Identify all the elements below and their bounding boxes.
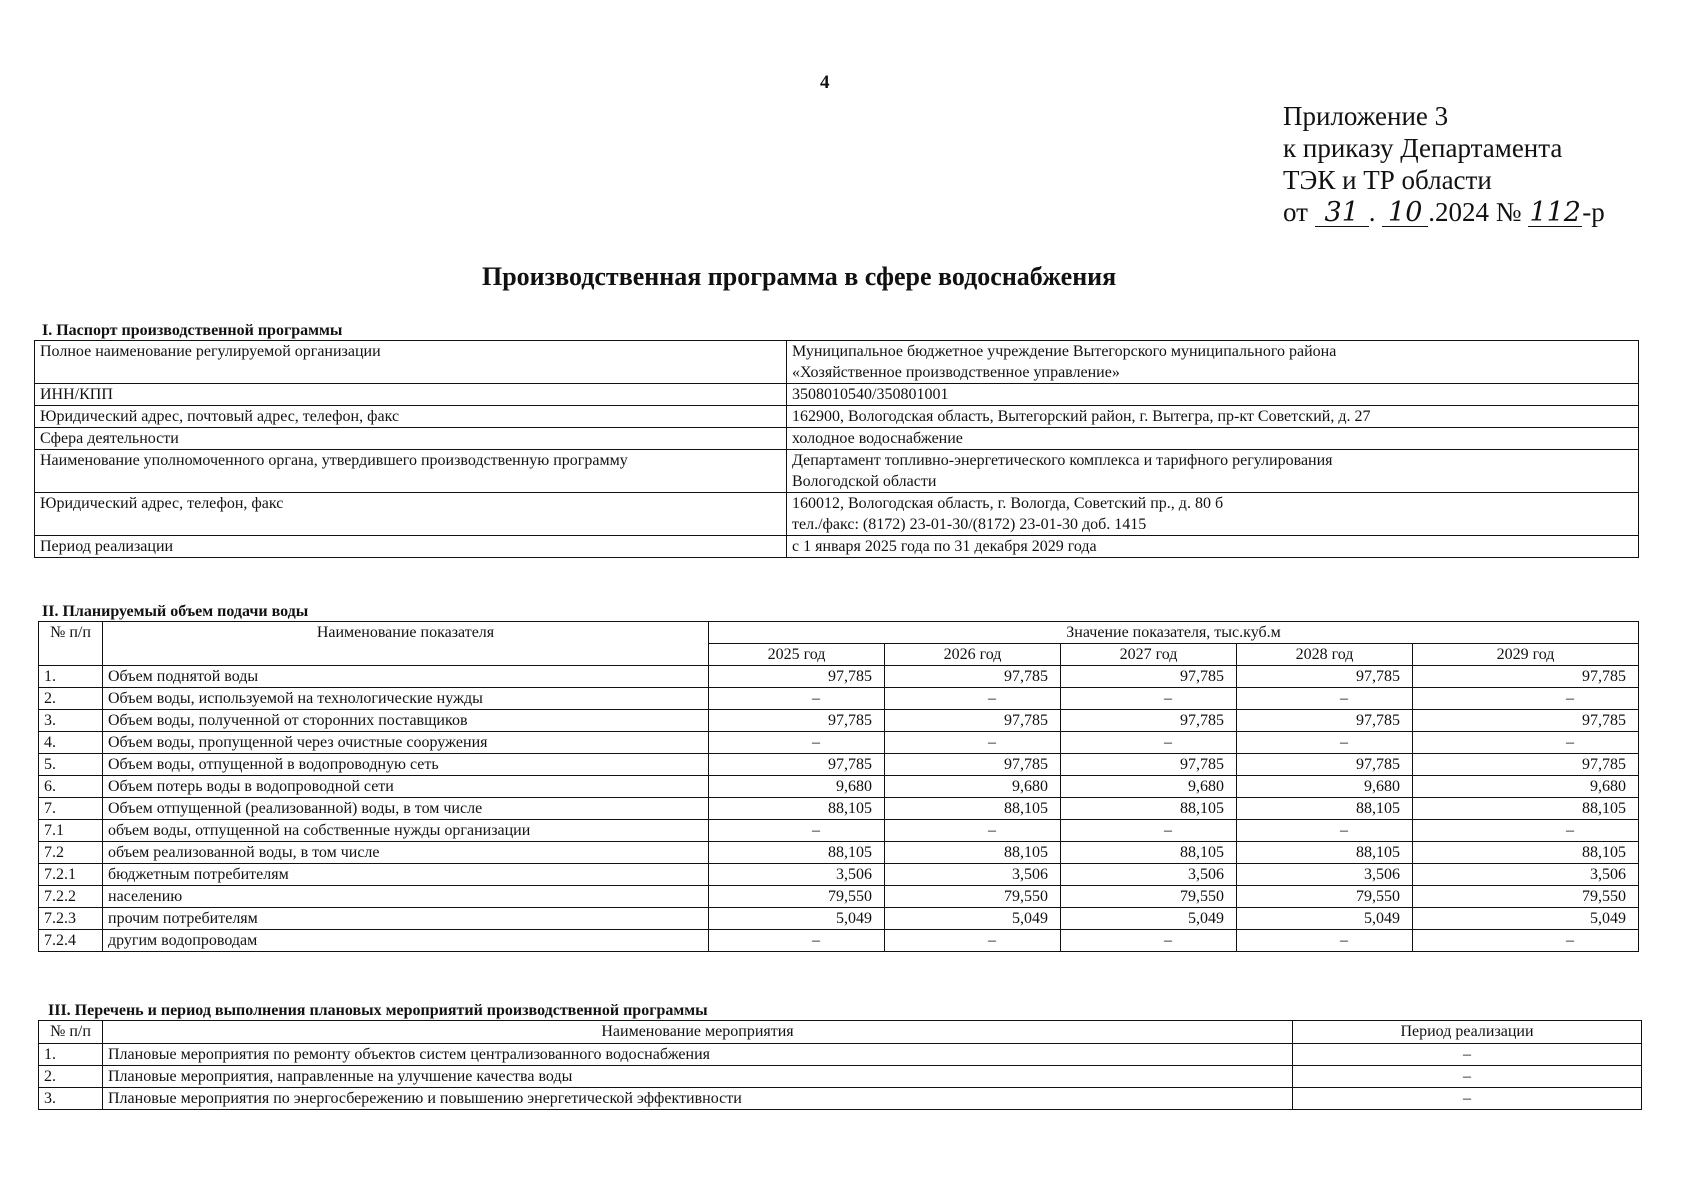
indicator-value: 3,506: [885, 864, 1061, 886]
col-header-year: 2027 год: [1061, 644, 1237, 666]
indicator-value: –: [885, 820, 1061, 842]
indicator-name: Объем воды, используемой на технологические нужды: [103, 688, 709, 710]
measure-name: Плановые мероприятия, направленные на улучшение качества воды: [103, 1066, 1293, 1088]
measure-period: –: [1293, 1044, 1642, 1066]
passport-label: Сфера деятельности: [35, 428, 787, 450]
table-row: [39, 1044, 1642, 1066]
section3-heading: III. Перечень и период выполнения плановых мероприятий производственной программы: [48, 1002, 708, 1019]
indicator-name: объем реализованной воды, в том числе: [103, 842, 709, 864]
row-number: 7.2.3: [39, 908, 103, 930]
passport-label: Юридический адрес, почтовый адрес, телефон, факс: [35, 406, 787, 428]
indicator-value: 5,049: [1413, 908, 1639, 930]
indicator-value: –: [1413, 930, 1639, 952]
indicator-value: –: [1237, 732, 1413, 754]
col-header-indicator: Наименование показателя: [103, 622, 709, 666]
col-header-year: 2029 год: [1413, 644, 1639, 666]
handwritten-day: 31: [1315, 200, 1369, 227]
indicator-value: 9,680: [885, 776, 1061, 798]
indicator-value: 3,506: [1237, 864, 1413, 886]
indicator-value: –: [1061, 688, 1237, 710]
measures-col-header-name: Наименование мероприятия: [103, 1021, 1293, 1044]
row-number: 3.: [39, 710, 103, 732]
indicator-name: Объем воды, пропущенной через очистные сооружения: [103, 732, 709, 754]
passport-label: Юридический адрес, телефон, факс: [35, 493, 787, 536]
row-number: 4.: [39, 732, 103, 754]
indicator-value: 5,049: [709, 908, 885, 930]
indicator-value: 88,105: [1413, 842, 1639, 864]
indicator-value: 3,506: [1413, 864, 1639, 886]
indicator-value: 9,680: [709, 776, 885, 798]
indicator-value: –: [1061, 732, 1237, 754]
indicator-value: –: [1413, 820, 1639, 842]
indicator-value: 79,550: [1413, 886, 1639, 908]
passport-value-line: с 1 января 2025 года по 31 декабря 2029 года: [792, 538, 1097, 555]
table-row: [39, 732, 1639, 754]
appendix-department: ТЭК и ТР области: [1283, 165, 1492, 195]
passport-row: [35, 428, 1639, 450]
indicator-value: –: [709, 688, 885, 710]
passport-value-line: 162900, Вологодская область, Вытегорский район, г. Вытегра, пр-кт Советский, д. 27: [792, 408, 1371, 425]
table-row: [39, 908, 1639, 930]
indicator-value: 97,785: [885, 754, 1061, 776]
indicator-value: –: [1237, 688, 1413, 710]
table-row: [39, 776, 1639, 798]
passport-table: [34, 340, 1639, 558]
passport-value-line: «Хозяйственное производственное управление»: [792, 364, 1120, 381]
page-number: 4: [820, 72, 830, 93]
measure-period: –: [1293, 1088, 1642, 1110]
indicator-value: –: [1061, 820, 1237, 842]
passport-row: [35, 493, 1639, 536]
indicator-value: 97,785: [709, 710, 885, 732]
passport-value: [787, 384, 1639, 406]
row-number: 7.2.1: [39, 864, 103, 886]
measures-col-header-period: Период реализации: [1293, 1021, 1642, 1044]
indicator-value: 97,785: [1061, 710, 1237, 732]
passport-value: [787, 341, 1639, 384]
indicator-value: –: [1237, 930, 1413, 952]
indicator-value: 5,049: [1237, 908, 1413, 930]
indicator-value: 97,785: [709, 754, 885, 776]
table-row: [39, 842, 1639, 864]
passport-value-line: 3508010540/350801001: [792, 386, 949, 403]
passport-value-line: Департамент топливно-энергетического комплекса и тарифного регулирования: [792, 452, 1333, 469]
col-header-year: 2028 год: [1237, 644, 1413, 666]
table-row: [39, 1066, 1642, 1088]
measure-name: Плановые мероприятия по ремонту объектов систем централизованного водоснабжения: [103, 1044, 1293, 1066]
indicator-value: –: [709, 930, 885, 952]
indicator-value: –: [1237, 820, 1413, 842]
passport-label: Период реализации: [35, 536, 787, 558]
passport-value: [787, 428, 1639, 450]
indicator-value: 97,785: [1061, 754, 1237, 776]
passport-value-line: Вологодской области: [792, 473, 937, 490]
passport-label: Наименование уполномоченного органа, утвердившего производственную программу: [35, 450, 787, 493]
row-number: 7.2: [39, 842, 103, 864]
measure-number: 1.: [39, 1044, 103, 1066]
passport-label: ИНН/КПП: [35, 384, 787, 406]
indicator-value: –: [885, 732, 1061, 754]
indicator-value: 97,785: [1061, 666, 1237, 688]
row-number: 5.: [39, 754, 103, 776]
indicator-value: –: [709, 820, 885, 842]
indicator-value: 97,785: [1237, 754, 1413, 776]
indicator-value: –: [1061, 930, 1237, 952]
measures-col-header-number: № п/п: [39, 1021, 103, 1044]
indicator-name: Объем воды, отпущенной в водопроводную сеть: [103, 754, 709, 776]
passport-row: [35, 450, 1639, 493]
indicator-value: 3,506: [1061, 864, 1237, 886]
document-title: Производственная программа в сфере водоснабжения: [482, 262, 1117, 291]
year-and-number-label: .2024 №: [1428, 197, 1522, 227]
passport-label: Полное наименование регулируемой организации: [35, 341, 787, 384]
appendix-date-line: [1283, 196, 1605, 228]
table-row: [39, 1088, 1642, 1110]
indicator-value: –: [709, 732, 885, 754]
table-row: [39, 864, 1639, 886]
indicator-value: 79,550: [1237, 886, 1413, 908]
col-header-year: 2026 год: [885, 644, 1061, 666]
table-row: [39, 710, 1639, 732]
passport-value: [787, 536, 1639, 558]
appendix-block: [1283, 100, 1605, 228]
indicator-value: 88,105: [709, 842, 885, 864]
row-number: 7.2.4: [39, 930, 103, 952]
indicator-value: 88,105: [1061, 798, 1237, 820]
measure-name: Плановые мероприятия по энергосбережению и повышению энергетической эффективности: [103, 1088, 1293, 1110]
col-header-value-group: Значение показателя, тыс.куб.м: [709, 622, 1639, 644]
row-number: 7.2.2: [39, 886, 103, 908]
indicator-value: 97,785: [1413, 710, 1639, 732]
measure-period: –: [1293, 1066, 1642, 1088]
passport-value: [787, 406, 1639, 428]
row-number: 6.: [39, 776, 103, 798]
indicator-value: 3,506: [709, 864, 885, 886]
indicator-value: 88,105: [885, 798, 1061, 820]
indicator-name: объем воды, отпущенной на собственные нужды организации: [103, 820, 709, 842]
table-row: [39, 930, 1639, 952]
measure-number: 2.: [39, 1066, 103, 1088]
indicator-value: 88,105: [709, 798, 885, 820]
passport-value-line: тел./факс: (8172) 23-01-30/(8172) 23-01-30 доб. 1415: [792, 516, 1147, 533]
section1-heading: I. Паспорт производственной программы: [42, 322, 343, 339]
passport-row: [35, 384, 1639, 406]
indicator-value: –: [885, 688, 1061, 710]
passport-value: [787, 493, 1639, 536]
appendix-title: Приложение 3: [1283, 101, 1449, 131]
measures-table: [38, 1020, 1642, 1110]
table-row: [39, 798, 1639, 820]
order-suffix: -р: [1582, 197, 1605, 227]
indicator-name: Объем потерь воды в водопроводной сети: [103, 776, 709, 798]
passport-value-line: Муниципальное бюджетное учреждение Вытегорского муниципального района: [792, 343, 1337, 360]
passport-value-line: холодное водоснабжение: [792, 430, 963, 447]
indicator-value: 97,785: [885, 666, 1061, 688]
date-separator: .: [1368, 197, 1376, 227]
indicator-value: 5,049: [1061, 908, 1237, 930]
indicator-value: 97,785: [1413, 666, 1639, 688]
indicator-value: 88,105: [885, 842, 1061, 864]
table-row: [39, 666, 1639, 688]
measure-number: 3.: [39, 1088, 103, 1110]
indicator-value: 88,105: [1061, 842, 1237, 864]
indicator-value: –: [1413, 688, 1639, 710]
table-row: [39, 886, 1639, 908]
indicator-value: 97,785: [1237, 666, 1413, 688]
indicator-value: 9,680: [1237, 776, 1413, 798]
row-number: 7.1: [39, 820, 103, 842]
col-header-year: 2025 год: [709, 644, 885, 666]
handwritten-order-number: 112: [1529, 197, 1581, 228]
indicator-value: 79,550: [709, 886, 885, 908]
passport-row: [35, 536, 1639, 558]
indicator-value: 88,105: [1413, 798, 1639, 820]
row-number: 1.: [39, 666, 103, 688]
indicator-value: 9,680: [1061, 776, 1237, 798]
indicator-value: 79,550: [885, 886, 1061, 908]
indicator-value: –: [1413, 732, 1639, 754]
indicator-name: другим водопроводам: [103, 930, 709, 952]
indicator-value: 9,680: [1413, 776, 1639, 798]
passport-row: [35, 341, 1639, 384]
table-row: [39, 754, 1639, 776]
row-number: 7.: [39, 798, 103, 820]
date-prefix: от: [1283, 197, 1308, 227]
indicator-value: 79,550: [1061, 886, 1237, 908]
passport-row: [35, 406, 1639, 428]
indicator-value: 88,105: [1237, 842, 1413, 864]
indicator-value: 88,105: [1237, 798, 1413, 820]
indicator-value: 5,049: [885, 908, 1061, 930]
indicator-value: 97,785: [1237, 710, 1413, 732]
table-row: [39, 688, 1639, 710]
indicator-name: населению: [103, 886, 709, 908]
indicator-name: Объем поднятой воды: [103, 666, 709, 688]
indicator-value: 97,785: [885, 710, 1061, 732]
col-header-number: № п/п: [39, 622, 103, 666]
indicator-value: 97,785: [1413, 754, 1639, 776]
indicator-name: Объем отпущенной (реализованной) воды, в том числе: [103, 798, 709, 820]
water-volume-table: [38, 621, 1639, 952]
appendix-order-ref: к приказу Департамента: [1283, 133, 1563, 163]
section2-heading: II. Планируемый объем подачи воды: [42, 603, 309, 620]
indicator-value: 97,785: [709, 666, 885, 688]
indicator-value: –: [885, 930, 1061, 952]
indicator-name: Объем воды, полученной от сторонних поставщиков: [103, 710, 709, 732]
table-row: [39, 820, 1639, 842]
passport-value-line: 160012, Вологодская область, г. Вологда, Советский пр., д. 80 б: [792, 495, 1224, 512]
passport-value: [787, 450, 1639, 493]
indicator-name: прочим потребителям: [103, 908, 709, 930]
indicator-name: бюджетным потребителям: [103, 864, 709, 886]
row-number: 2.: [39, 688, 103, 710]
handwritten-month: 10: [1382, 200, 1428, 227]
